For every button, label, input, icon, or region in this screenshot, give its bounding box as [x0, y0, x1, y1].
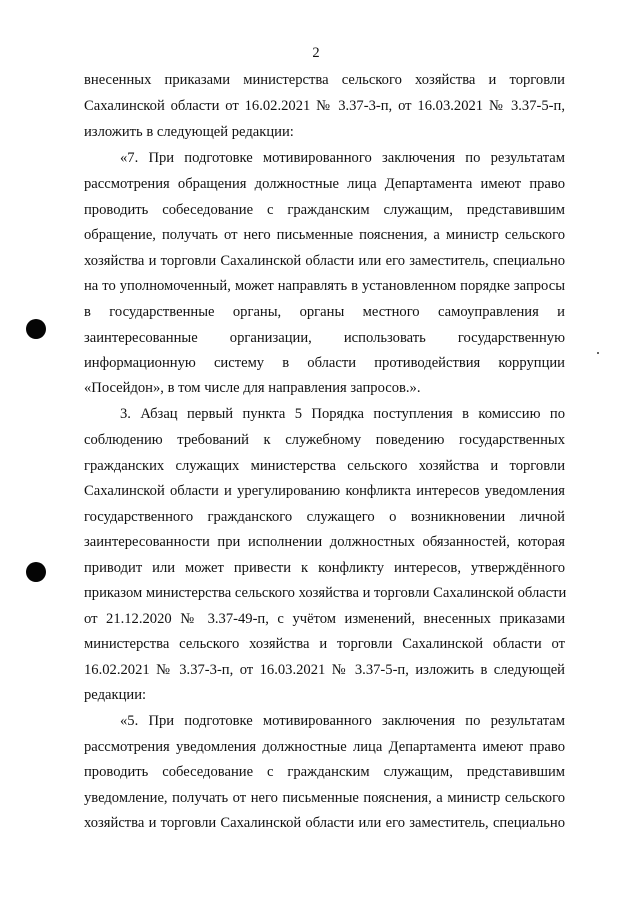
punch-hole-mark: [26, 319, 46, 339]
text-line: проводить собеседование с гражданским служащим, представившим: [84, 202, 565, 218]
text-line: в государственные органы, органы местного самоуправления и: [84, 304, 565, 320]
text-line: приводит или может привести к конфликту интересов, утверждённого: [84, 560, 565, 576]
text-line: «Посейдон», в том числе для направления запросов.».: [84, 380, 421, 396]
text-line: рассмотрения обращения должностные лица Департамента имеют право: [84, 176, 565, 192]
text-line: проводить собеседование с гражданским служащим, представившим: [84, 764, 565, 780]
text-line: рассмотрения уведомления должностные лица Департамента имеют право: [84, 739, 565, 755]
text-line: Сахалинской области от 16.02.2021 № 3.37-3-п, от 16.03.2021 № 3.37-5-п,: [84, 98, 565, 114]
text-line: министерства сельского хозяйства и торговли Сахалинской области от: [84, 636, 565, 652]
text-line: заинтересованные организации, использовать государственную: [84, 330, 565, 346]
text-line: от 21.12.2020 № 3.37-49-п, с учётом изменений, внесенных приказами: [84, 611, 565, 627]
text-line: «7. При подготовке мотивированного заключения по результатам: [120, 150, 565, 166]
text-line: изложить в следующей редакции:: [84, 124, 294, 140]
text-line: заинтересованности при исполнении должностных обязанностей, которая: [84, 534, 565, 550]
scan-speck: [597, 352, 599, 354]
text-line: 3. Абзац первый пункта 5 Порядка поступления в комиссию по: [120, 406, 565, 422]
text-line: гражданских служащих министерства сельского хозяйства и торговли: [84, 458, 565, 474]
text-line: редакции:: [84, 687, 147, 703]
text-line: соблюдению требований к служебному поведению государственных: [84, 432, 565, 448]
text-line: хозяйства и торговли Сахалинской области или его заместитель, специально: [84, 253, 565, 269]
text-line: информационную систему в области противодействия коррупции: [84, 355, 565, 371]
text-line: Сахалинской области и урегулированию конфликта интересов уведомления: [84, 483, 565, 499]
text-line: хозяйства и торговли Сахалинской области или его заместитель, специально: [84, 815, 565, 831]
text-line: уведомление, получать от него письменные пояснения, а министр сельского: [84, 790, 565, 806]
text-line: приказом министерства сельского хозяйства и торговли Сахалинской области: [84, 585, 567, 601]
text-line: обращение, получать от него письменные пояснения, а министр сельского: [84, 227, 565, 243]
page-number: 2: [312, 45, 320, 61]
punch-hole-mark: [26, 562, 46, 582]
text-line: на то уполномоченный, может направлять в установленном порядке запросы: [84, 278, 565, 294]
text-line: «5. При подготовке мотивированного заключения по результатам: [120, 713, 565, 729]
text-line: государственного гражданского служащего о возникновении личной: [84, 509, 565, 525]
text-line: внесенных приказами министерства сельского хозяйства и торговли: [84, 72, 565, 88]
text-line: 16.02.2021 № 3.37-3-п, от 16.03.2021 № 3.37-5-п, изложить в следующей: [84, 662, 565, 678]
